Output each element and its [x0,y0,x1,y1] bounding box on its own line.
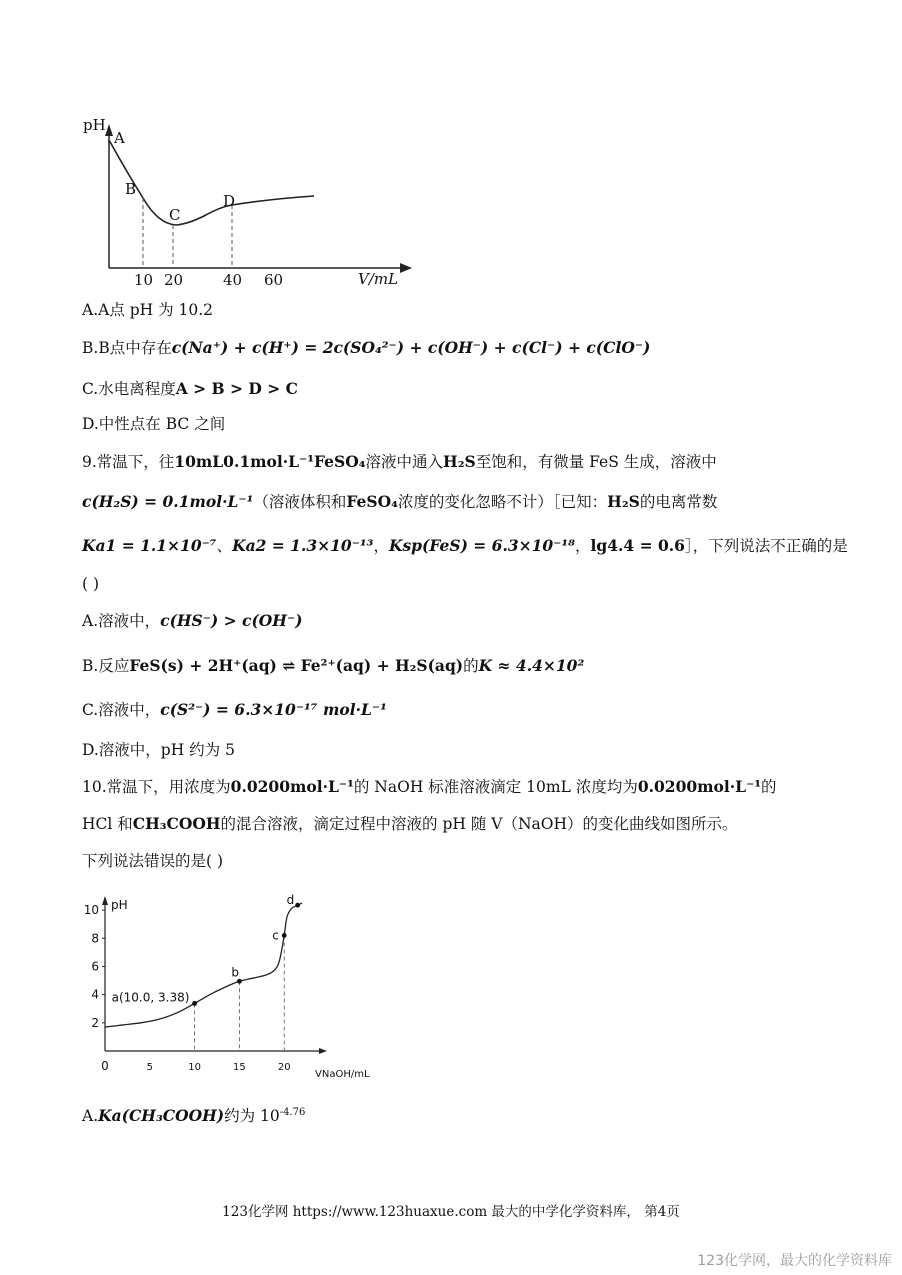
q9-l3-sep3: ， [574,537,591,555]
q10-option-a-expr: Ka(CH₃COOH) [98,1106,225,1126]
q9-option-b [82,655,584,677]
y-tick-6: 6 [91,959,99,974]
point-a-label: A [114,129,125,147]
point-marker-1 [237,979,242,984]
q9-option-d: D.溶液中，pH 约为 5 [82,741,235,759]
point-label-1: b [231,965,240,980]
y-tick-8: 8 [91,931,99,946]
q10-stem-line2 [82,813,737,835]
q9-answer-blank: ( ) [82,575,100,593]
q10-l1-d: 0.0200mol·L⁻¹ [637,777,762,796]
x-tick-15: 15 [233,1062,246,1073]
q10-stem-line1 [82,776,777,798]
q8-option-c [82,378,298,400]
q10-l2-b: CH₃COOH [132,814,221,833]
page-footer: 123化学网 https://www.123huaxue.com 最大的中学化学资料库， 第4页 [222,1204,680,1220]
y-tick-2: 2 [91,1015,99,1030]
q10-option-a [82,1102,305,1127]
q10-l1-b: 0.0200mol·L⁻¹ [230,777,354,796]
q9-ka2: Ka2 = 1.3×10⁻¹³ [232,536,374,555]
q8-option-d: D.中性点在 BC 之间 [82,415,226,433]
q9-l2-c: FeSO₄ [346,492,398,511]
chart-ph-curve-1 [80,112,500,302]
watermark: 123化学网，最大的化学资料库 [697,1253,892,1269]
point-label-0: a(10.0, 3.38) [111,990,190,1005]
y-axis-arrow [105,124,113,136]
q8-option-b [82,337,650,359]
x-axis-label: VNaOH/mL [315,1069,370,1080]
q9-ksp: Ksp(FeS) = 6.3×10⁻¹⁸ [388,536,575,555]
q10-option-a-exponent: -4.76 [279,1107,306,1118]
point-b-label: B [125,180,137,198]
q9-option-b-k: K ≈ 4.4×10² [478,656,585,675]
q10-l1-c: 的 NaOH 标准溶液滴定 10mL 浓度均为 [353,778,638,796]
point-c-label: C [169,206,181,224]
x-tick-60: 60 [264,271,284,289]
q8-option-c-expr: A > B > D > C [175,379,298,398]
q10-option-a-suffix: 约为 10 [224,1107,280,1126]
q9-option-b-mid: 的 [463,657,479,675]
q9-lg: lg4.4 = 0.6 [590,536,685,555]
q9-option-a-prefix: A.溶液中， [82,612,161,630]
x-tick-10: 10 [134,271,154,289]
x-axis-arrow [319,1048,327,1054]
q9-l2-a: c(H₂S) = 0.1mol·L⁻¹ [82,492,254,511]
q8-option-b-expr: c(Na⁺) + c(H⁺) = 2c(SO₄²⁻) + c(OH⁻) + c(Cl⁻) + c(ClO⁻) [171,338,651,357]
x-tick-5: 5 [146,1062,153,1073]
q8-option-b-prefix: B.B点中存在 [82,339,172,357]
point-marker-3 [295,903,300,908]
q10-stem-line3: 下列说法错误的是( ) [82,852,224,870]
point-label-2: c [272,928,279,943]
q9-l1-e: 至饱和，有微量 FeS 生成，溶液中 [475,453,717,471]
q10-l2-c: 的混合溶液，滴定过程中溶液的 pH 随 V（NaOH）的变化曲线如图所示。 [220,815,738,833]
chart-titration-curve [85,893,375,1093]
x-tick-40: 40 [223,271,243,289]
q9-ka1: Ka1 = 1.1×10⁻⁷ [82,536,217,555]
q9-l2-e: H₂S [607,492,640,511]
q10-l2-a: HCl 和 [82,815,133,833]
q9-stem-line3 [82,535,848,557]
ph-curve [109,140,314,225]
q9-l2-d: 浓度的变化忽略不计）［已知： [397,493,608,511]
y-axis-arrow [102,896,108,905]
q9-option-c [82,699,387,721]
q9-l1-c: 溶液中通入 [365,453,444,471]
q10-l1-e: 的 [761,778,777,796]
q9-option-b-expr: FeS(s) + 2H⁺(aq) ⇌ Fe²⁺(aq) + H₂S(aq) [129,656,464,675]
q9-l3-tail: ］，下列说法不正确的是 [684,537,848,555]
x-tick-0: 0 [101,1059,109,1073]
q8-option-c-prefix: C.水电离程度 [82,380,176,398]
x-tick-20: 20 [164,271,184,289]
q10-l1-a: 10.常温下，用浓度为 [82,778,231,796]
q9-option-a [82,610,302,632]
point-d-label: D [223,192,236,210]
q9-stem-line1 [82,451,717,473]
q9-option-c-expr: c(S²⁻) = 6.3×10⁻¹⁷ mol·L⁻¹ [160,700,387,719]
q9-stem-line2 [82,491,717,513]
q10-option-a-prefix: A. [82,1107,99,1126]
q9-l2-f: 的电离常数 [639,493,718,511]
x-tick-20: 20 [277,1062,291,1073]
q8-option-a: A.A点 pH 为 10.2 [82,301,214,319]
x-axis-label: V/mL [358,270,399,288]
q9-l3-sep1: 、 [216,537,233,555]
y-axis-label: pH [111,898,128,912]
x-axis-arrow [400,263,412,273]
point-marker-0 [192,1001,197,1006]
q9-l1-a: 9.常温下，往 [82,453,175,471]
q9-l3-sep2: ， [373,537,389,555]
point-marker-2 [282,933,287,938]
x-tick-10: 10 [188,1062,201,1073]
q9-l2-b: （溶液体积和 [253,493,347,511]
q9-l1-b: 10mL0.1mol·L⁻¹FeSO₄ [174,452,366,471]
y-axis-label: pH [83,116,106,134]
titration-curve [105,903,302,1027]
q9-l1-d: H₂S [443,452,476,471]
q9-option-c-prefix: C.溶液中， [82,701,161,719]
q9-option-b-prefix: B.反应 [82,657,130,675]
q9-option-a-expr: c(HS⁻) > c(OH⁻) [160,611,303,630]
y-tick-10: 10 [83,903,99,918]
point-label-3: d [286,893,295,908]
y-tick-4: 4 [91,987,99,1002]
